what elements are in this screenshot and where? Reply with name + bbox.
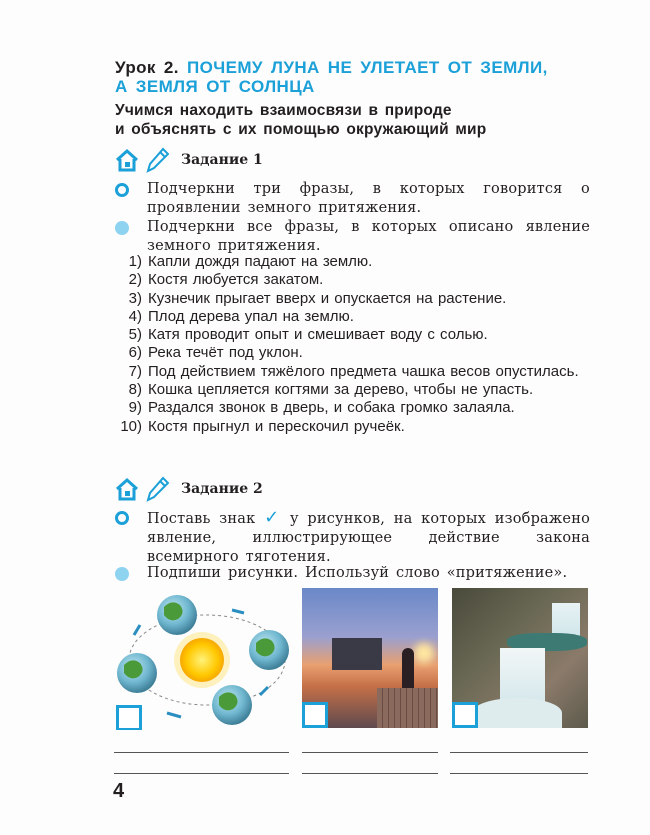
list-item[interactable]	[117, 290, 592, 308]
item-text: Костя любуется закатом.	[148, 271, 324, 289]
lesson-number: Урок 2.	[115, 58, 179, 77]
answer-line[interactable]	[302, 752, 438, 753]
task1-label: Задание 1	[181, 152, 263, 168]
earth-icon	[117, 653, 157, 693]
item-number: 2)	[128, 271, 142, 289]
boat-shape	[332, 638, 382, 670]
list-item[interactable]	[117, 381, 592, 399]
task2-instruction-basic	[115, 508, 590, 567]
sunset-pier-photo	[302, 588, 438, 728]
basic-level-marker-icon	[115, 511, 129, 525]
earth-icon	[212, 685, 252, 725]
sun-glow	[414, 643, 434, 663]
arrow-icon	[232, 610, 244, 613]
subtitle-line2: и объяснять с их помощью окружающий мир	[115, 121, 487, 138]
item-number: 9)	[128, 399, 142, 417]
answer-line[interactable]	[114, 752, 289, 753]
task2-instruction-advanced	[115, 564, 590, 583]
list-item[interactable]	[117, 418, 592, 436]
phrase-list	[117, 253, 592, 436]
checkmark-icon: ✓	[264, 507, 282, 528]
list-item[interactable]	[117, 271, 592, 289]
task1-instruction-advanced	[115, 218, 590, 256]
pier-shape	[377, 688, 438, 728]
page-number: 4	[113, 780, 125, 802]
picture1-checkbox[interactable]	[116, 705, 142, 730]
task2-header	[115, 476, 263, 502]
task1-instruction-basic	[115, 180, 590, 218]
task2-label: Задание 2	[181, 481, 263, 497]
item-text: Капли дождя падают на землю.	[148, 253, 373, 270]
picture3-checkbox[interactable]	[452, 702, 478, 728]
lesson-title	[115, 58, 548, 96]
pencil-icon	[145, 147, 169, 173]
item-number: 5)	[128, 326, 142, 344]
basic-level-marker-icon	[115, 183, 129, 197]
list-item[interactable]	[117, 308, 592, 326]
task1-header	[115, 147, 263, 173]
item-number: 8)	[128, 381, 142, 399]
list-item[interactable]	[117, 363, 592, 381]
item-text: Раздался звонок в дверь, и собака громко залаяла.	[148, 399, 515, 417]
instruction-text	[147, 508, 590, 567]
home-icon	[115, 148, 139, 172]
people-silhouette	[402, 648, 414, 688]
list-item[interactable]	[117, 326, 592, 344]
instruction-text: Подпиши рисунки. Используй слово «притяжение».	[147, 565, 568, 581]
answer-line[interactable]	[450, 773, 588, 774]
item-text: Кошка цепляется когтями за дерево, чтобы не упасть.	[148, 381, 534, 399]
sun-icon	[174, 632, 230, 688]
item-text: Кузнечик прыгает вверх и опускается на растение.	[148, 289, 507, 307]
item-number: 4)	[128, 307, 142, 325]
item-number: 7)	[128, 362, 142, 380]
earth-orbit-illustration	[112, 585, 292, 730]
lesson-title-line1: ПОЧЕМУ ЛУНА НЕ УЛЕТАЕТ ОТ ЗЕМЛИ,	[187, 58, 548, 77]
list-item[interactable]	[117, 399, 592, 417]
waterfall-photo	[452, 588, 588, 728]
instruction-text: Подчеркни три фразы, в которых говорится о проявлении земного притяжения.	[147, 181, 590, 216]
home-icon	[115, 477, 139, 501]
list-item[interactable]	[117, 253, 592, 271]
instruction-part: у рисунков, на которых изображено явление, иллюстрирующее действие закона всемирного тяготения.	[147, 511, 591, 565]
advanced-level-marker-icon	[115, 221, 129, 235]
item-number: 3)	[128, 289, 142, 307]
lower-waterfall	[500, 648, 545, 703]
advanced-level-marker-icon	[115, 567, 129, 581]
instruction-part: Поставь знак	[147, 511, 256, 527]
arrow-icon	[167, 713, 181, 717]
picture2-checkbox[interactable]	[302, 702, 328, 728]
item-text: Под действием тяжёлого предмета чашка весов опустилась.	[148, 362, 579, 380]
subtitle-line1: Учимся находить взаимосвязи в природе	[115, 102, 452, 119]
lesson-subtitle	[115, 101, 486, 139]
item-number: 10)	[120, 417, 142, 435]
answer-line[interactable]	[114, 773, 289, 774]
arrow-icon	[134, 625, 140, 635]
item-text: Костя прыгнул и перескочил ручеёк.	[148, 417, 405, 435]
earth-icon	[157, 595, 197, 635]
answer-line[interactable]	[450, 752, 588, 753]
item-text: Плод дерева упал на землю.	[148, 307, 354, 325]
lesson-title-line2: А ЗЕМЛЯ ОТ СОЛНЦА	[115, 77, 315, 96]
item-text: Река течёт под уклон.	[148, 344, 303, 362]
item-number: 6)	[128, 344, 142, 362]
foam	[472, 698, 562, 728]
item-number: 1)	[128, 253, 142, 270]
instruction-text: Подчеркни все фразы, в которых описано явление земного притяжения.	[147, 219, 590, 254]
item-text: Катя проводит опыт и смешивает воду с солью.	[148, 326, 488, 344]
earth-icon	[249, 630, 289, 670]
arrow-icon	[260, 687, 268, 695]
list-item[interactable]	[117, 344, 592, 362]
answer-line[interactable]	[302, 773, 438, 774]
pencil-icon	[145, 476, 169, 502]
